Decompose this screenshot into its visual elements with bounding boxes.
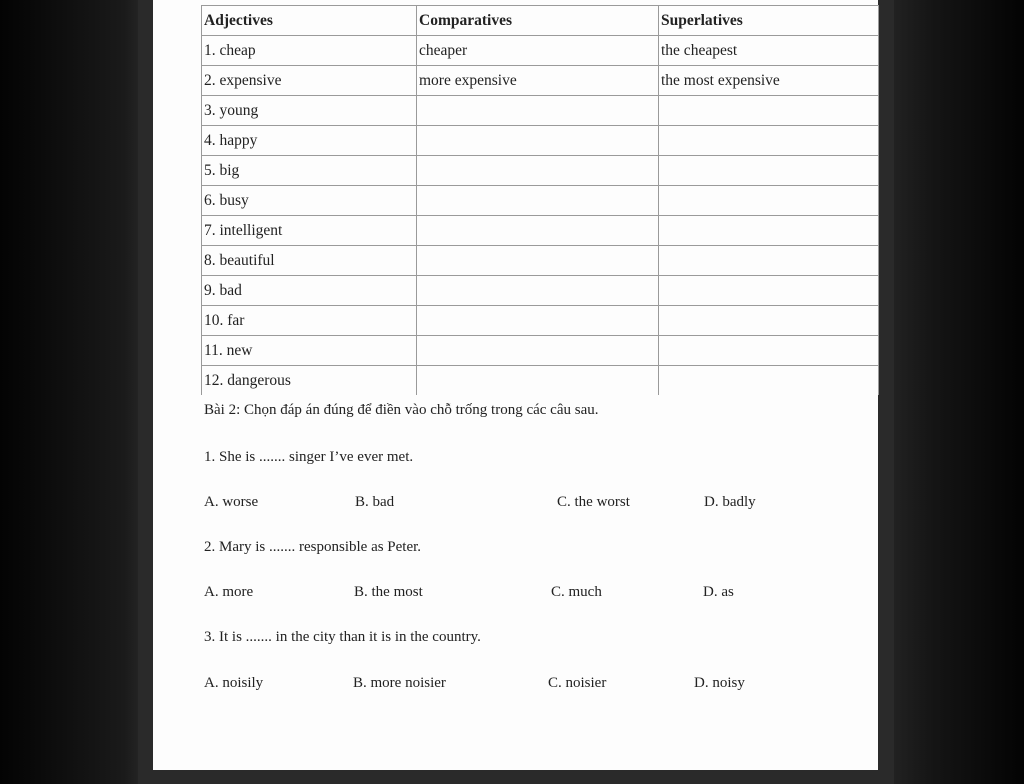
q2-option-c: C. much: [551, 584, 602, 600]
table-row: [202, 156, 879, 186]
table-row: [202, 276, 879, 306]
adjective-cell: 9. bad: [202, 276, 417, 306]
header-adjectives: Adjectives: [202, 6, 417, 36]
q3-option-b: B. more noisier: [353, 675, 446, 691]
comparative-cell: [417, 306, 659, 336]
superlative-cell: [659, 126, 879, 156]
superlative-cell: [659, 336, 879, 366]
table-row: [202, 96, 879, 126]
comparative-cell: [417, 246, 659, 276]
table-row: [202, 336, 879, 366]
superlative-cell: the most expensive: [659, 66, 879, 96]
comparative-cell: more expensive: [417, 66, 659, 96]
adjective-cell: 6. busy: [202, 186, 417, 216]
header-superlatives: Superlatives: [659, 6, 879, 36]
q1-option-a: A. worse: [204, 494, 259, 510]
superlative-cell: [659, 156, 879, 186]
question-3: 3. It is ....... in the city than it is in the country.: [204, 629, 481, 645]
comparative-cell: [417, 366, 659, 396]
table-row: [202, 126, 879, 156]
exercise-2-instruction: Bài 2: Chọn đáp án đúng để điền vào chỗ trống trong các câu sau.: [204, 402, 599, 418]
comparative-cell: [417, 186, 659, 216]
left-dark-margin: [0, 0, 138, 784]
comparative-cell: cheaper: [417, 36, 659, 66]
adjective-cell: 1. cheap: [202, 36, 417, 66]
table-header-row: [202, 6, 879, 36]
q1-option-d: D. badly: [704, 494, 756, 510]
table-row: [202, 36, 879, 66]
adjective-cell: 8. beautiful: [202, 246, 417, 276]
comparative-cell: [417, 336, 659, 366]
question-1: 1. She is ....... singer I’ve ever met.: [204, 449, 414, 465]
table-row: [202, 216, 879, 246]
adjective-cell: 7. intelligent: [202, 216, 417, 246]
superlative-cell: [659, 96, 879, 126]
adjective-cell: 12. dangerous: [202, 366, 417, 396]
adjective-cell: 11. new: [202, 336, 417, 366]
superlative-cell: [659, 186, 879, 216]
right-dark-margin: [892, 0, 1024, 784]
comparative-cell: [417, 96, 659, 126]
q3-option-d: D. noisy: [694, 675, 745, 691]
superlative-cell: [659, 306, 879, 336]
superlative-cell: [659, 276, 879, 306]
comparative-cell: [417, 216, 659, 246]
header-comparatives: Comparatives: [417, 6, 659, 36]
table-row: [202, 366, 879, 396]
q2-option-a: A. more: [204, 584, 254, 600]
q1-option-b: B. bad: [355, 494, 395, 510]
superlative-cell: [659, 366, 879, 396]
table-row: [202, 186, 879, 216]
q3-option-a: A. noisily: [204, 675, 264, 691]
adjective-cell: 5. big: [202, 156, 417, 186]
q2-option-d: D. as: [703, 584, 734, 600]
document-page: [153, 0, 878, 770]
comparative-cell: [417, 126, 659, 156]
superlative-cell: the cheapest: [659, 36, 879, 66]
table-row: [202, 306, 879, 336]
adjective-cell: 3. young: [202, 96, 417, 126]
comparative-cell: [417, 276, 659, 306]
comparative-cell: [417, 156, 659, 186]
question-2: 2. Mary is ....... responsible as Peter.: [204, 539, 422, 555]
comparison-table: [201, 5, 879, 395]
table-row: [202, 66, 879, 96]
adjective-cell: 10. far: [202, 306, 417, 336]
q3-option-c: C. noisier: [548, 675, 607, 691]
superlative-cell: [659, 246, 879, 276]
q1-option-c: C. the worst: [557, 494, 630, 510]
table-row: [202, 246, 879, 276]
adjective-cell: 2. expensive: [202, 66, 417, 96]
q2-option-b: B. the most: [354, 584, 423, 600]
adjective-cell: 4. happy: [202, 126, 417, 156]
superlative-cell: [659, 216, 879, 246]
